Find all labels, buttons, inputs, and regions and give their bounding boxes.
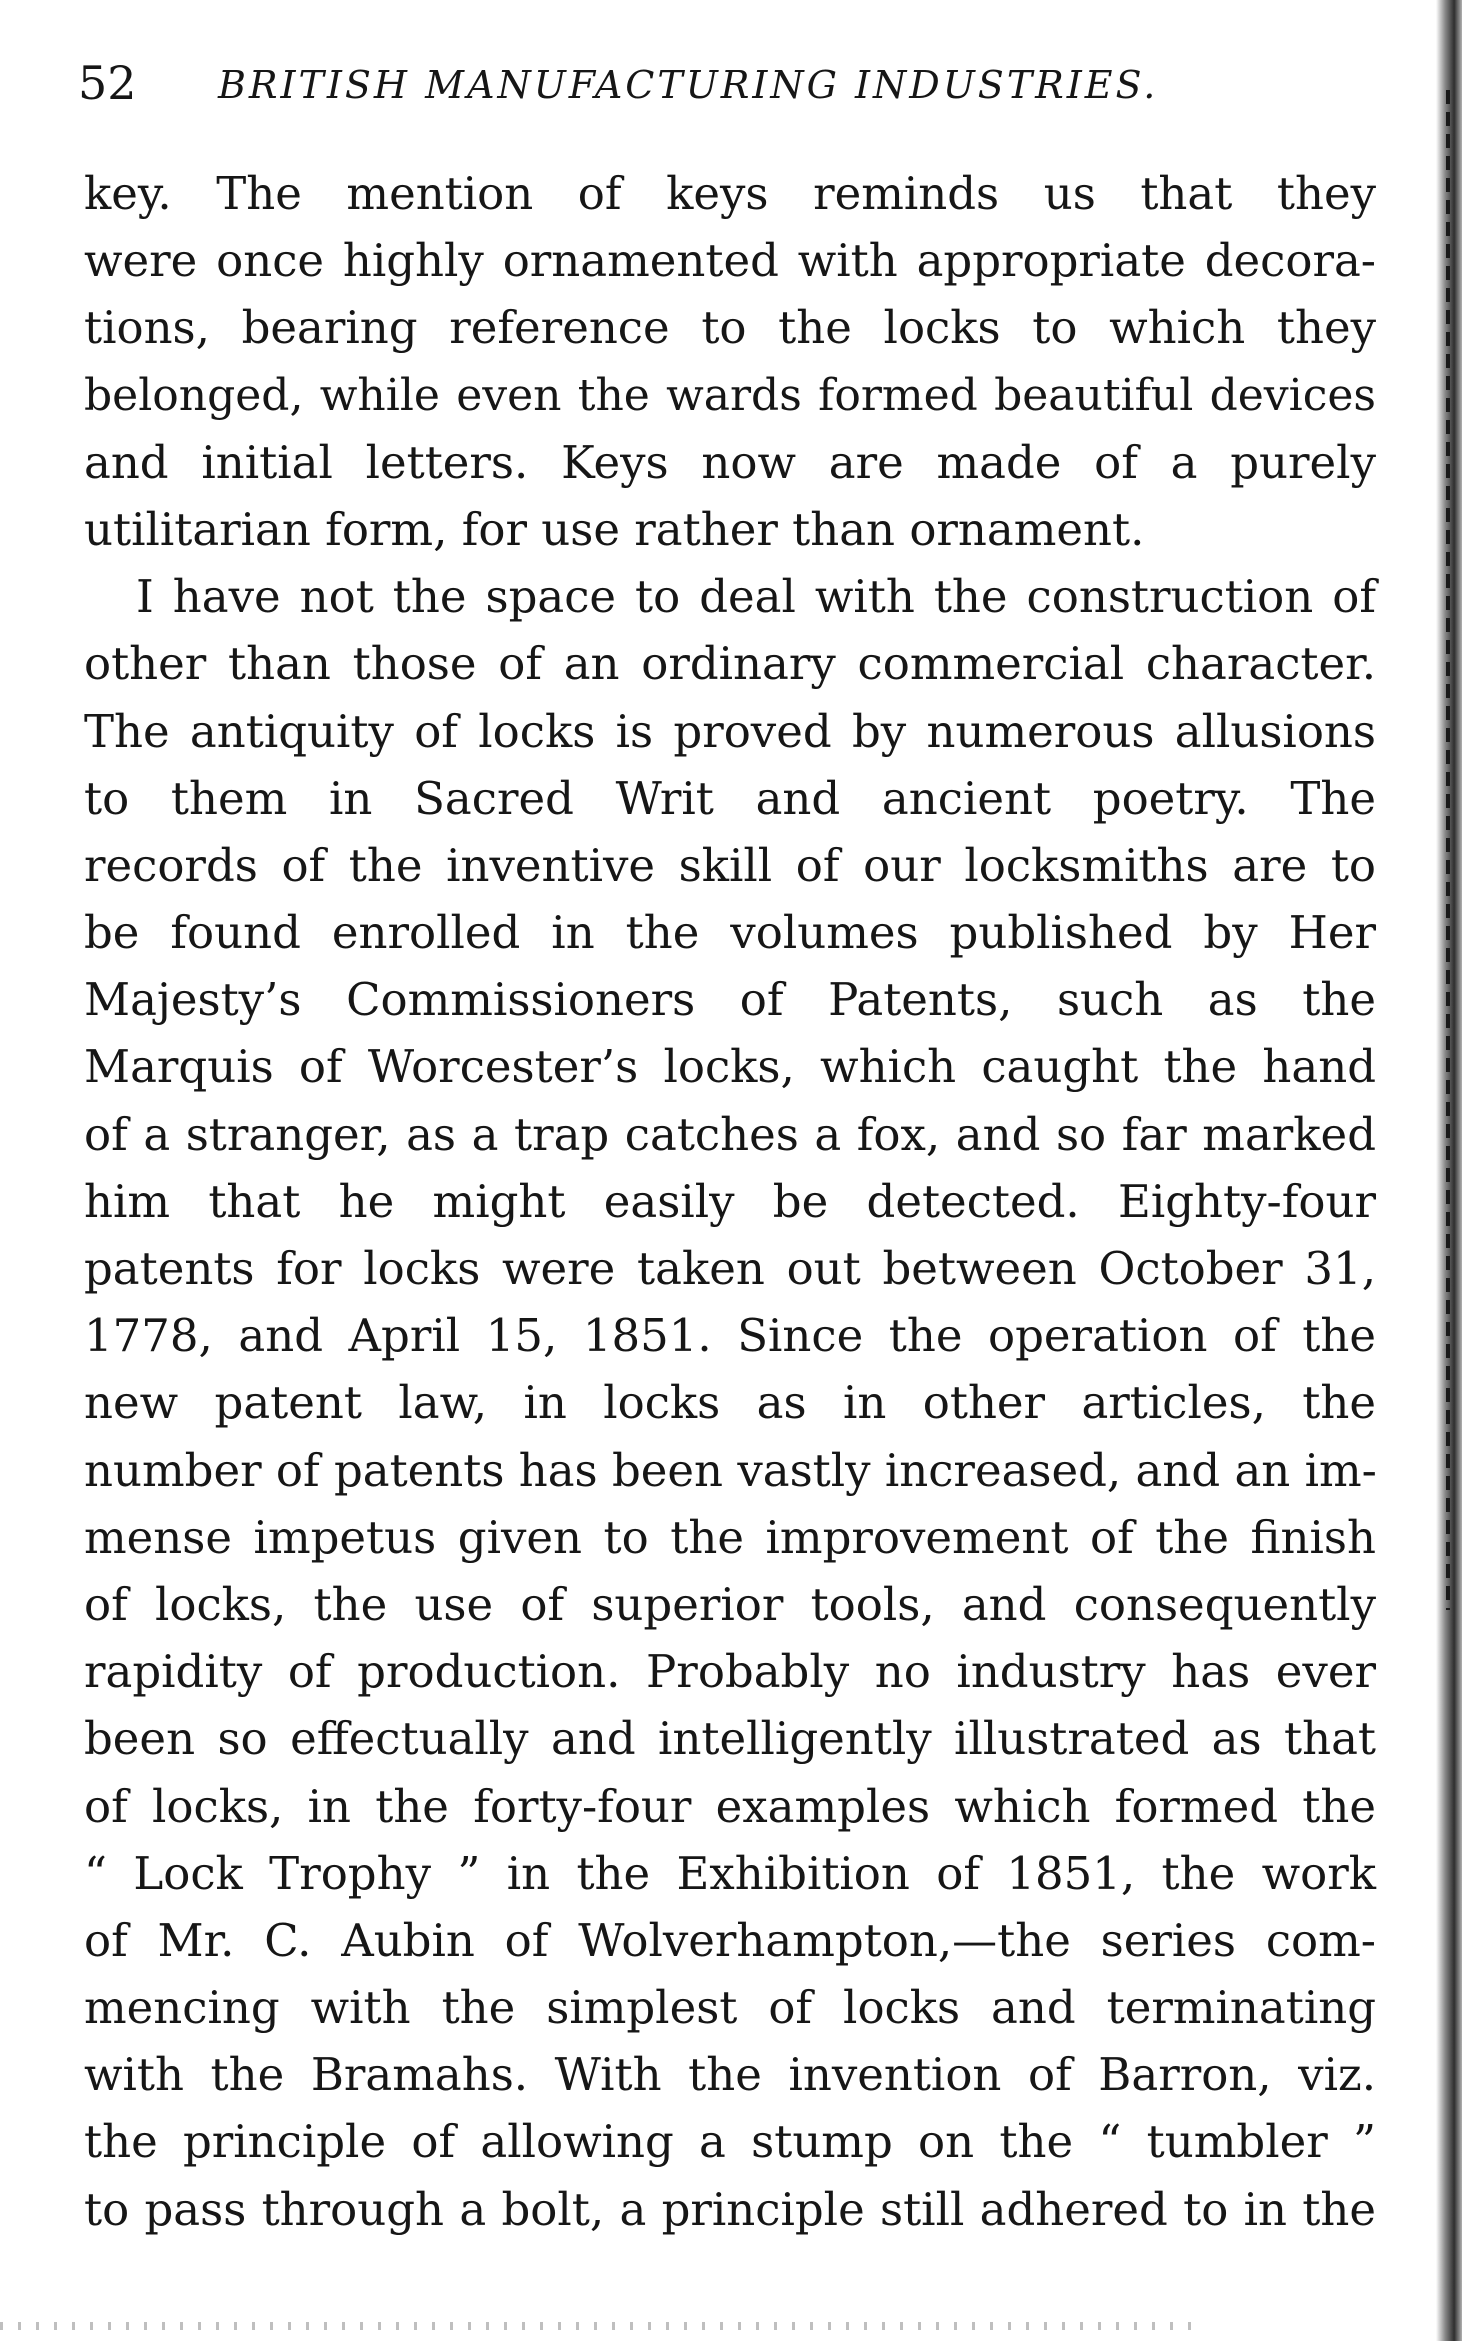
text-line: to pass through a bolt, a principle still adhered to in the (84, 2182, 1376, 2236)
body-text (84, 160, 1376, 2243)
text-line: of a stranger, as a trap catches a fox, and so far marked (84, 1107, 1376, 1161)
text-line: the principle of allowing a stump on the “ tumbler ” (84, 2115, 1376, 2169)
text-line: of Mr. C. Aubin of Wolverhampton,—the series com- (84, 1913, 1376, 1967)
text-line: tions, bearing reference to the locks to which they (84, 301, 1376, 355)
text-line: Marquis of Worcester’s locks, which caught the hand (84, 1040, 1376, 1094)
running-header (78, 48, 1228, 118)
text-line: “ Lock Trophy ” in the Exhibition of 1851, the work (84, 1846, 1376, 1900)
binding-edge-marks (1446, 90, 1450, 1610)
text-line: utilitarian form, for use rather than ornament. (84, 502, 1145, 556)
text-line: new patent law, in locks as in other articles, the (84, 1376, 1376, 1430)
text-line: of locks, in the forty-four examples which formed the (84, 1779, 1376, 1833)
scan-bottom-specks (0, 2322, 1200, 2330)
text-line: been so effectually and intelligently illustrated as that (84, 1712, 1376, 1766)
text-line: belonged, while even the wards formed beautiful devices (84, 369, 1376, 421)
text-line: records of the inventive skill of our locksmiths are to (84, 838, 1376, 892)
text-line: to them in Sacred Writ and ancient poetry. The (84, 771, 1376, 825)
text-line: him that he might easily be detected. Eighty-four (84, 1174, 1376, 1228)
text-line: and initial letters. Keys now are made of a purely (84, 435, 1376, 489)
text-line: were once highly ornamented with appropriate decora- (84, 234, 1376, 288)
text-line: of locks, the use of superior tools, and consequently (84, 1577, 1376, 1631)
text-line: mencing with the simplest of locks and terminating (84, 1981, 1376, 2035)
page-number: 52 (78, 56, 137, 110)
text-line: other than those of an ordinary commercial character. (84, 637, 1376, 691)
text-line: Majesty’s Commissioners of Patents, such as the (84, 973, 1376, 1027)
paragraph-start-line: I have not the space to deal with the construction of (136, 570, 1376, 624)
text-line: number of patents has been vastly increased, and an im- (84, 1443, 1377, 1497)
text-line: be found enrolled in the volumes published by Her (84, 906, 1376, 960)
text-line: The antiquity of locks is proved by numerous allusions (84, 704, 1376, 758)
text-line: key. The mention of keys reminds us that they (84, 167, 1376, 220)
text-line: patents for locks were taken out between October 31, (84, 1242, 1376, 1295)
text-line: mense impetus given to the improvement of the finish (84, 1510, 1376, 1564)
running-title: BRITISH MANUFACTURING INDUSTRIES. (218, 63, 1159, 107)
text-line: 1778, and April 15, 1851. Since the operation of the (84, 1309, 1376, 1363)
text-line: with the Bramahs. With the invention of Barron, viz. (84, 2048, 1376, 2102)
text-line: rapidity of production. Probably no industry has ever (84, 1645, 1376, 1699)
